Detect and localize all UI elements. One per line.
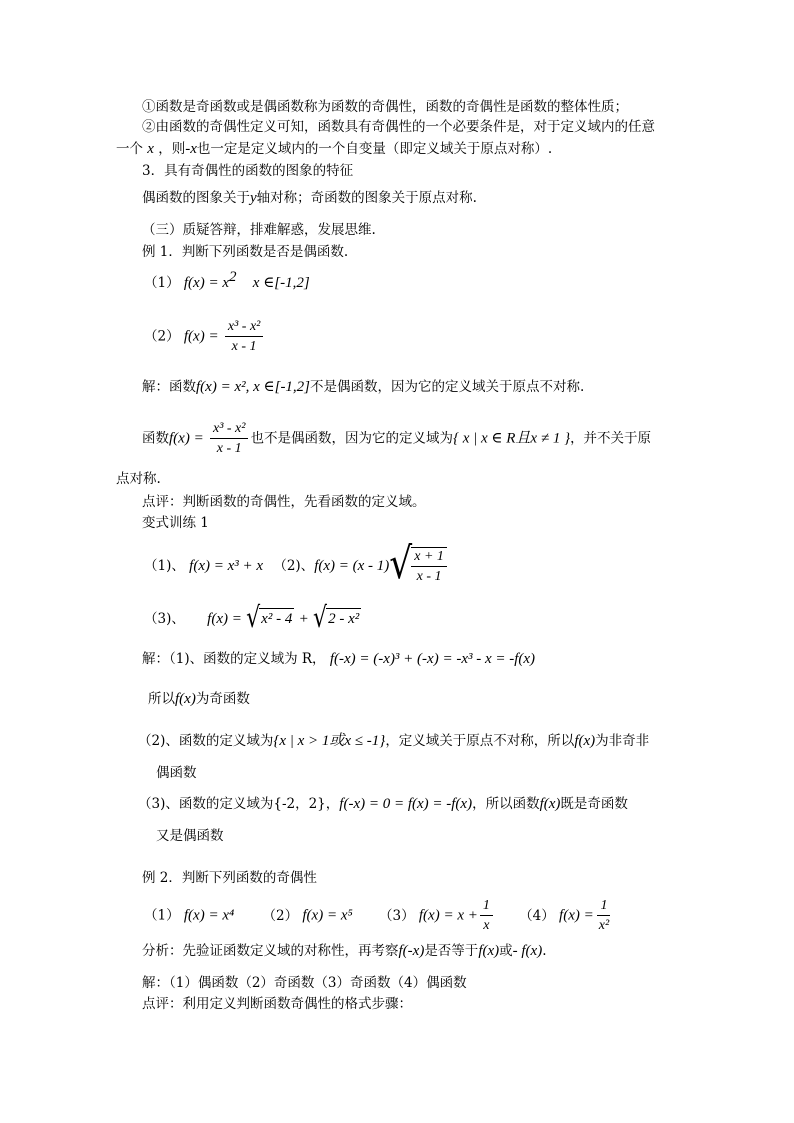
example-1-item-1: （1） $f(x) = x^2$ x ∈[-1,2]	[144, 269, 310, 291]
variant-items-1-2: （1)、 f(x) = x³ + x （2)、f(x) = (x - 1) √ $\frac{x + 1}{x - 1}$	[144, 547, 447, 585]
square-root: √ 2 - x²	[313, 602, 360, 635]
note-1: ①函数是奇函数或是偶函数称为函数的奇偶性，函数的奇偶性是函数的整体性质；	[142, 99, 628, 115]
square-root: √ x² - 4	[246, 602, 293, 635]
variant-solution-3: （3)、函数的定义域为{-2，2}，f(-x) = 0 = f(x) = -f(x)，所以函数f(x)既是奇函数	[138, 796, 628, 812]
variant-solution-1: 解：（1)、函数的定义域为 R， f(-x) = (-x)³ + (-x) = -x³ - x = -f(x)	[142, 651, 536, 667]
solution-1-line-1: 解：函数f(x) = x², x ∈[-1,2]不是偶函数，因为它的定义域关于原点不对称.	[142, 379, 585, 395]
graph-feature: 偶函数的图象关于y轴对称；奇函数的图象关于原点对称.	[142, 190, 477, 206]
example-2-items: （1） f(x) = x⁴ （2） f(x) = x⁵ （3） f(x) = x + $\frac{1}{x}$ （4） f(x) = $\frac{1}{\text{x²}}$	[144, 897, 614, 934]
variant-solution-2: （2)、函数的定义域为{x | x > 1或x ≤ -1}，定义域关于原点不对称，所以f(x)为非奇非	[138, 733, 650, 749]
note-2: ②由函数的奇偶性定义可知，函数具有奇偶性的一个必要条件是，对于定义域内的任意	[142, 119, 655, 135]
solution-1-line-3: 点对称.	[116, 471, 161, 487]
variant-solution-1-conclusion: 所以f(x)为奇函数	[148, 691, 250, 707]
fraction: $\frac{\text{x³ - x²}}{x - 1}$	[225, 318, 263, 355]
variant-item-3: （3)、 f(x) = √ x² - 4 + √ 2 - x²	[144, 602, 360, 635]
solution-2: 解：（1）偶函数（2）奇函数（3）奇函数（4）偶函数	[142, 975, 467, 991]
square-root: √ $\frac{x + 1}{x - 1}$	[389, 547, 447, 585]
example-1-title: 例 1．判断下列函数是否是偶函数.	[142, 244, 349, 260]
variant-solution-3-cont: 又是偶函数	[156, 828, 224, 844]
note-2-cont: 一个 x ，则-x也一定是定义域内的一个自变量（即定义域关于原点对称）.	[116, 141, 553, 157]
section-heading-3: （三）质疑答辩，排难解惑，发展思维.	[142, 222, 376, 238]
variant-training-title: 变式训练 1	[142, 515, 209, 531]
example-1-item-2: （2） f(x) = $\frac{\text{x³ - x²}}{x - 1}$	[144, 318, 265, 355]
example-2-title: 例 2．判断下列函数的奇偶性	[142, 870, 317, 886]
fraction: $\frac{1}{x}$	[480, 897, 493, 934]
fraction: $\frac{1}{\text{x²}}$	[598, 898, 610, 933]
comment-2: 点评：利用定义判断函数奇偶性的格式步骤：	[142, 996, 412, 1012]
variant-solution-2-cont: 偶函数	[156, 765, 197, 781]
analysis-2: 分析：先验证函数定义域的对称性，再考察f(-x)是否等于f(x)或- f(x).	[142, 943, 547, 959]
section-3-heading: 3．具有奇偶性的函数的图象的特征	[142, 163, 354, 179]
solution-1-line-2: 函数f(x) = $\frac{\text{x³ - x²}}{x - 1}$ 也不是偶函数，因为它的定义域为{ x | x ∈ R且x ≠ 1 }，并不关于原	[142, 421, 652, 456]
fraction: $\frac{\text{x³ - x²}}{x - 1}$	[210, 420, 248, 457]
comment-1: 点评：判断函数的奇偶性，先看函数的定义域。	[142, 494, 426, 510]
